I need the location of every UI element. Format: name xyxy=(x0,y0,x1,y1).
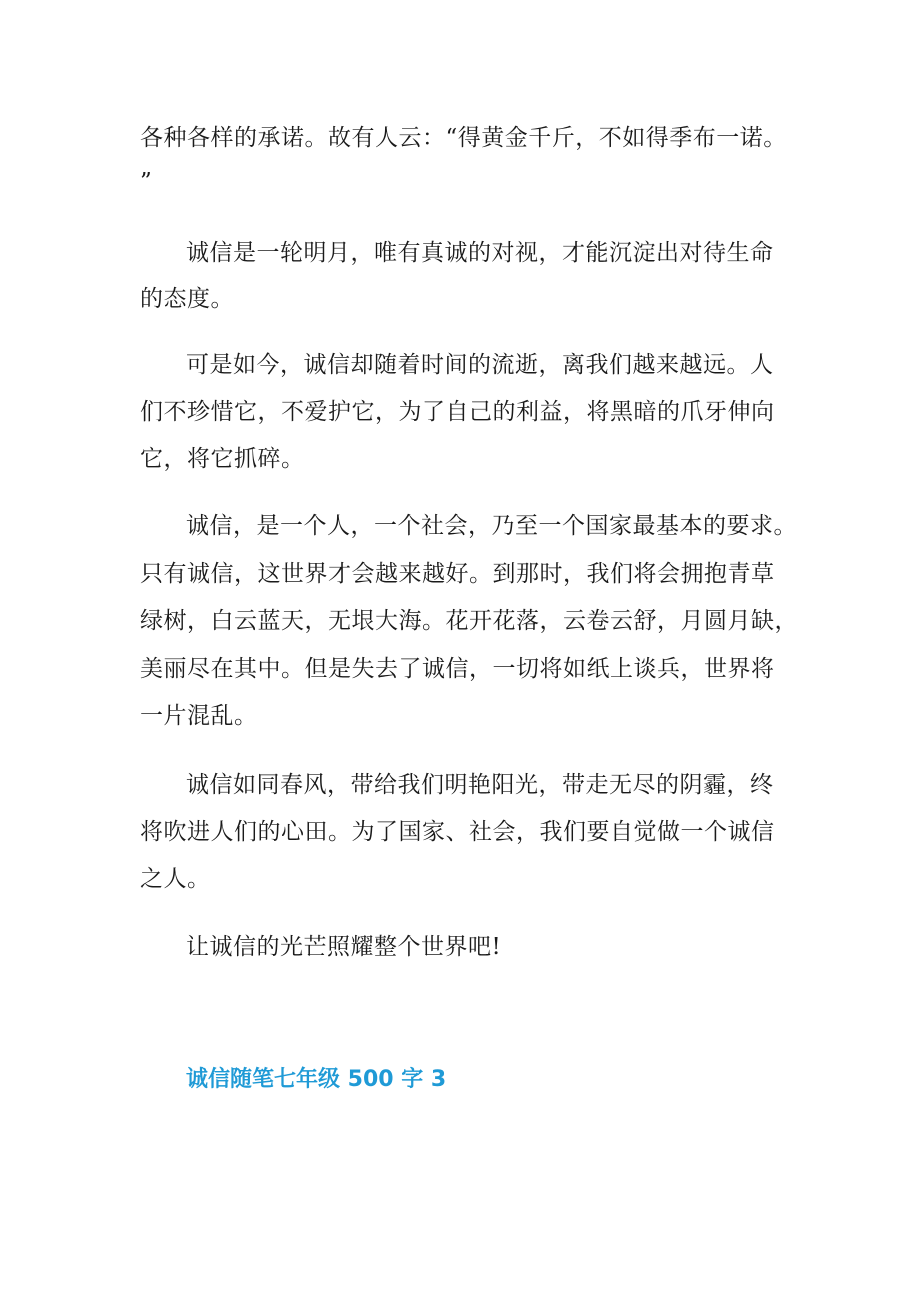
paragraph-2-line-1: 诚信是一轮明月，唯有真诚的对视，才能沉淀出对待生命 xyxy=(186,240,774,266)
paragraph-5-line-2: 将吹进人们的心田。为了国家、社会，我们要自觉做一个诚信 xyxy=(140,819,775,845)
paragraph-3-line-3: 它，将它抓碎。 xyxy=(140,446,305,472)
paragraph-1-line-2: ” xyxy=(140,169,153,195)
paragraph-5-line-3: 之人。 xyxy=(140,866,211,892)
paragraph-4-line-1: 诚信，是一个人，一个社会，乃至一个国家最基本的要求。 xyxy=(186,513,797,539)
paragraph-1-line-1: 各种各样的承诺。故有人云：“得黄金千斤，不如得季布一诺。 xyxy=(140,125,787,151)
paragraph-3-line-1: 可是如今，诚信却随着时间的流逝，离我们越来越远。人 xyxy=(186,352,774,378)
paragraph-2-line-2: 的态度。 xyxy=(140,286,234,312)
paragraph-6-line-1: 让诚信的光芒照耀整个世界吧! xyxy=(186,934,502,960)
section-heading: 诚信随笔七年级 500 字 3 xyxy=(186,1067,447,1092)
paragraph-4-line-2: 只有诚信，这世界才会越来越好。到那时，我们将会拥抱青草 xyxy=(140,561,775,587)
paragraph-4-line-4: 美丽尽在其中。但是失去了诚信，一切将如纸上谈兵，世界将 xyxy=(140,656,775,682)
paragraph-5-line-1: 诚信如同春风，带给我们明艳阳光，带走无尽的阴霾，终 xyxy=(186,772,774,798)
paragraph-3-line-2: 们不珍惜它，不爱护它，为了自己的利益，将黑暗的爪牙伸向 xyxy=(140,399,775,425)
paragraph-4-line-3: 绿树，白云蓝天，无垠大海。花开花落，云卷云舒，月圆月缺， xyxy=(140,608,798,634)
paragraph-4-line-5: 一片混乱。 xyxy=(140,703,258,729)
